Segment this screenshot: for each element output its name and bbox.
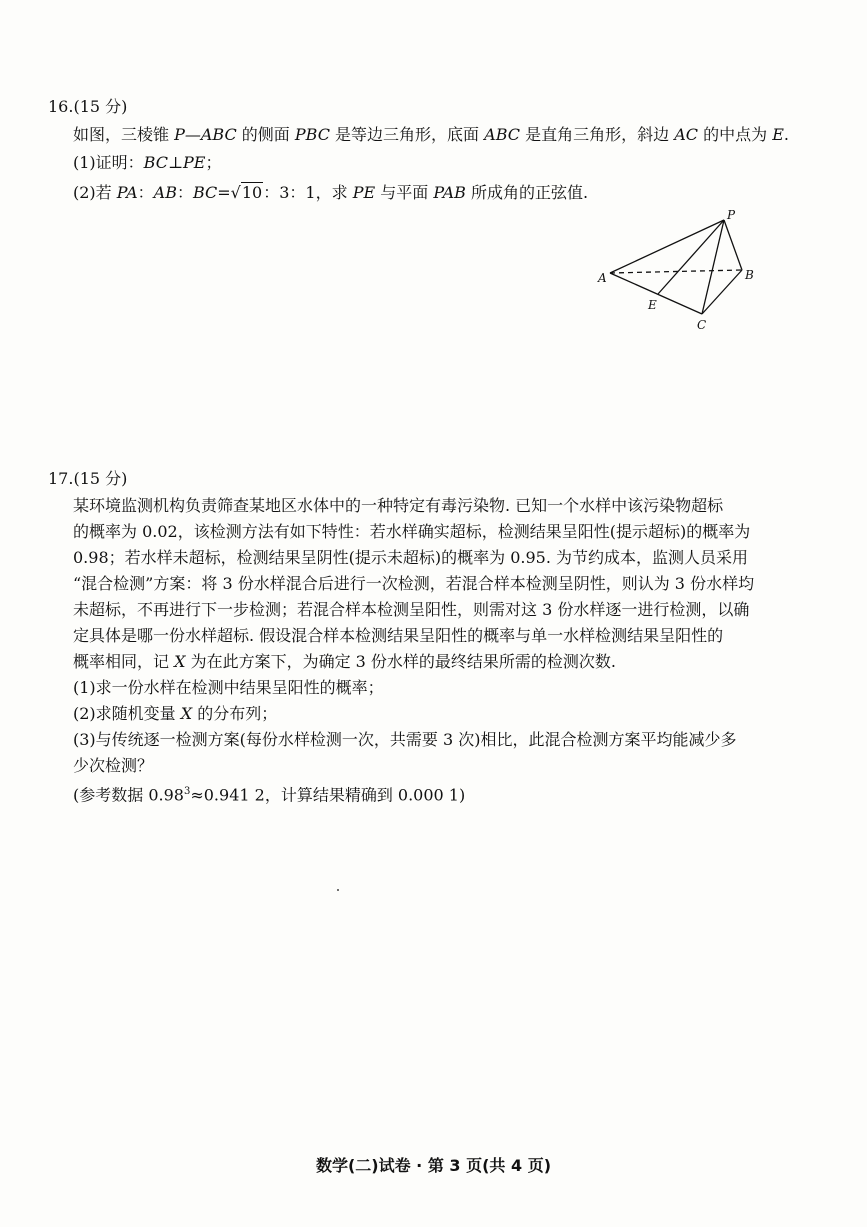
q17-part2-text: 的分布列； (192, 704, 278, 723)
q16-stem-text: 是等边三角形，底面 (329, 125, 485, 144)
q16-part1-text: (1)证明： (73, 153, 144, 172)
q16-stem-math: P—ABC (174, 125, 237, 144)
q17-stem-line (73, 651, 616, 673)
q16-part2-math: PA (116, 183, 138, 202)
q16-stem-math: PBC (294, 125, 330, 144)
edge-PE (658, 220, 724, 294)
edge-PB (724, 220, 742, 270)
q17-ref-text: (参考数据 0.98 (73, 785, 184, 805)
q16-stem-math: ABC (484, 125, 521, 144)
page-footer: 数学(二)试卷 · 第 3 页(共 4 页) (315, 1156, 552, 1175)
sqrt-expression (231, 182, 264, 204)
q16-stem-text: 的侧面 (236, 125, 295, 144)
edge-PC (702, 220, 724, 314)
q16-part2 (73, 182, 588, 204)
tetrahedron-figure (594, 203, 764, 338)
q17-part2 (73, 703, 277, 725)
q16-stem-text: . (783, 125, 789, 144)
q17-part3: (3)与传统逐一检测方案(每份水样检测一次，共需要 3 次)相比，此混合检测方案平均能减少多 (73, 730, 737, 749)
q17-stem-line: 某环境监测机构负责筛查某地区水体中的一种特定有毒污染物. 已知一个水样中该污染物超标 (73, 496, 724, 515)
q17-stem-line: 0.98；若水样未超标，检测结果呈阴性(提示未超标)的概率为 0.95. 为节约成本，监测人员采用 (73, 548, 748, 567)
q16-part1-text: ⊥ (167, 153, 184, 172)
vertex-label-C: C (697, 318, 707, 332)
q16-heading: 16.(15 分) (48, 97, 128, 116)
q17-stem-math: X (174, 652, 186, 671)
q16-part2-math: BC (192, 183, 218, 202)
q16-part2-text: (2)若 (73, 183, 117, 202)
edge-PA (610, 220, 724, 273)
q17-stem-text: 为在此方案下，为确定 3 份水样的最终结果所需的检测次数. (185, 652, 617, 671)
q17-heading: 17.(15 分) (48, 469, 128, 488)
q16-part2-math: PE (352, 183, 376, 202)
q16-part2-text: 所成角的正弦值. (465, 183, 589, 202)
sqrt-sign: √ (230, 183, 241, 202)
q16-part1-text: ； (205, 153, 222, 172)
q16-part1 (73, 152, 221, 174)
q16-part2-text: 与平面 (375, 183, 434, 202)
q16-part2-text: = (217, 183, 231, 202)
vertex-label-B: B (745, 268, 754, 282)
q16-part2-text: ： (137, 183, 154, 202)
vertex-label-A: A (598, 271, 607, 285)
edge-AB-hidden (610, 270, 742, 273)
q16-stem (73, 124, 789, 146)
edge-BC (702, 270, 742, 314)
q17-stem-line: “混合检测”方案：将 3 份水样混合后进行一次检测，若混合样本检测呈阴性，则认为 3 份水样均 (73, 574, 755, 593)
vertex-label-P: P (727, 208, 736, 222)
q17-stem-line: 未超标，不再进行下一步检测；若混合样本检测呈阳性，则需对这 3 份水样逐一进行检测，以确 (73, 600, 750, 619)
sqrt-radicand: 10 (241, 183, 263, 202)
q17-ref-exponent: 3 (183, 786, 191, 797)
q16-part2-math: AB (153, 183, 177, 202)
q16-stem-text: 的中点为 (698, 125, 773, 144)
q17-part1: (1)求一份水样在检测中结果呈阳性的概率； (73, 678, 384, 697)
q17-reference-data (73, 781, 465, 806)
q16-part2-math: PAB (433, 183, 466, 202)
q16-part1-math: BC (143, 153, 168, 172)
q17-part2-text: (2)求随机变量 (73, 704, 181, 723)
q16-stem-math: AC (674, 125, 698, 144)
scan-speck (337, 889, 339, 891)
q17-part3-continued: 少次检测？ (73, 756, 154, 775)
q17-stem-text: 概率相同，记 (73, 652, 175, 671)
q16-stem-text: 如图，三棱锥 (73, 125, 175, 144)
q17-part2-math: X (180, 704, 193, 723)
q17-stem-line: 定具体是哪一份水样超标. 假设混合样本检测结果呈阳性的概率与单一水样检测结果呈阳性的 (73, 626, 724, 645)
q17-ref-text: ≈0.941 2，计算结果精确到 0.000 1) (190, 785, 466, 805)
q17-stem-line: 的概率为 0.02，该检测方法有如下特性：若水样确实超标，检测结果呈阳性(提示超标)的概率为 (73, 522, 751, 541)
q16-part1-math: PE (183, 153, 206, 172)
vertex-label-E: E (648, 298, 657, 312)
q16-stem-math: E (772, 125, 784, 144)
q16-part2-text: ：3：1，求 (263, 183, 353, 202)
q16-stem-text: 是直角三角形，斜边 (520, 125, 675, 144)
q16-part2-text: ： (176, 183, 193, 202)
